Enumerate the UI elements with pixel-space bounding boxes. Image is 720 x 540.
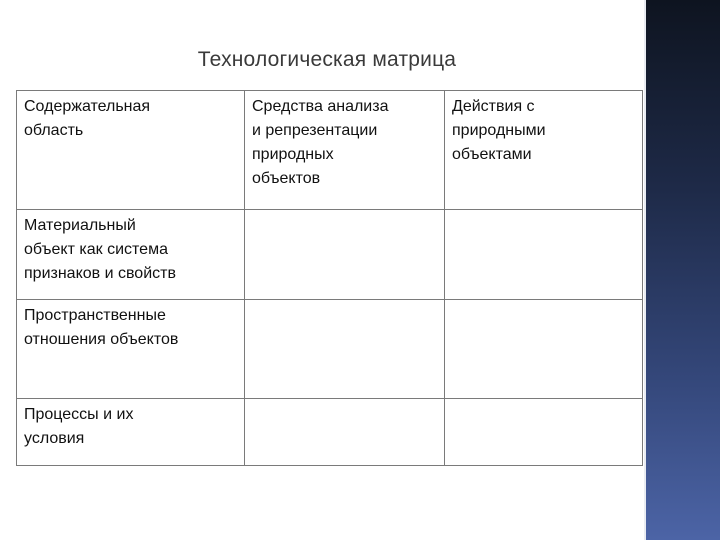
page-title: Технологическая матрица <box>197 48 457 71</box>
header-cell-text: Средства анализа и репрезентации природных объектов <box>252 98 389 187</box>
decorative-side-bar <box>644 0 720 540</box>
row-label: Процессы и их условия <box>24 406 134 447</box>
table-cell <box>445 300 643 399</box>
table-cell <box>245 210 445 300</box>
row-label: Материальный объект как система признаков и свойств <box>24 217 176 282</box>
table-cell <box>445 210 643 300</box>
table-cell <box>17 210 245 300</box>
header-cell <box>445 91 643 210</box>
side-bar-edge <box>644 0 646 540</box>
technology-matrix-table <box>16 90 643 466</box>
row-label: Пространственные отношения объектов <box>24 307 179 348</box>
table-cell <box>245 300 445 399</box>
table-row <box>17 399 643 466</box>
header-cell <box>245 91 445 210</box>
header-cell <box>17 91 245 210</box>
header-cell-text: Действия с природными объектами <box>452 98 546 163</box>
table-row <box>17 300 643 399</box>
table-header-row <box>17 91 643 210</box>
table-row <box>17 210 643 300</box>
header-cell-text: Содержательная область <box>24 98 151 139</box>
table-cell <box>17 300 245 399</box>
table-cell <box>17 399 245 466</box>
table-cell <box>245 399 445 466</box>
table-cell <box>445 399 643 466</box>
